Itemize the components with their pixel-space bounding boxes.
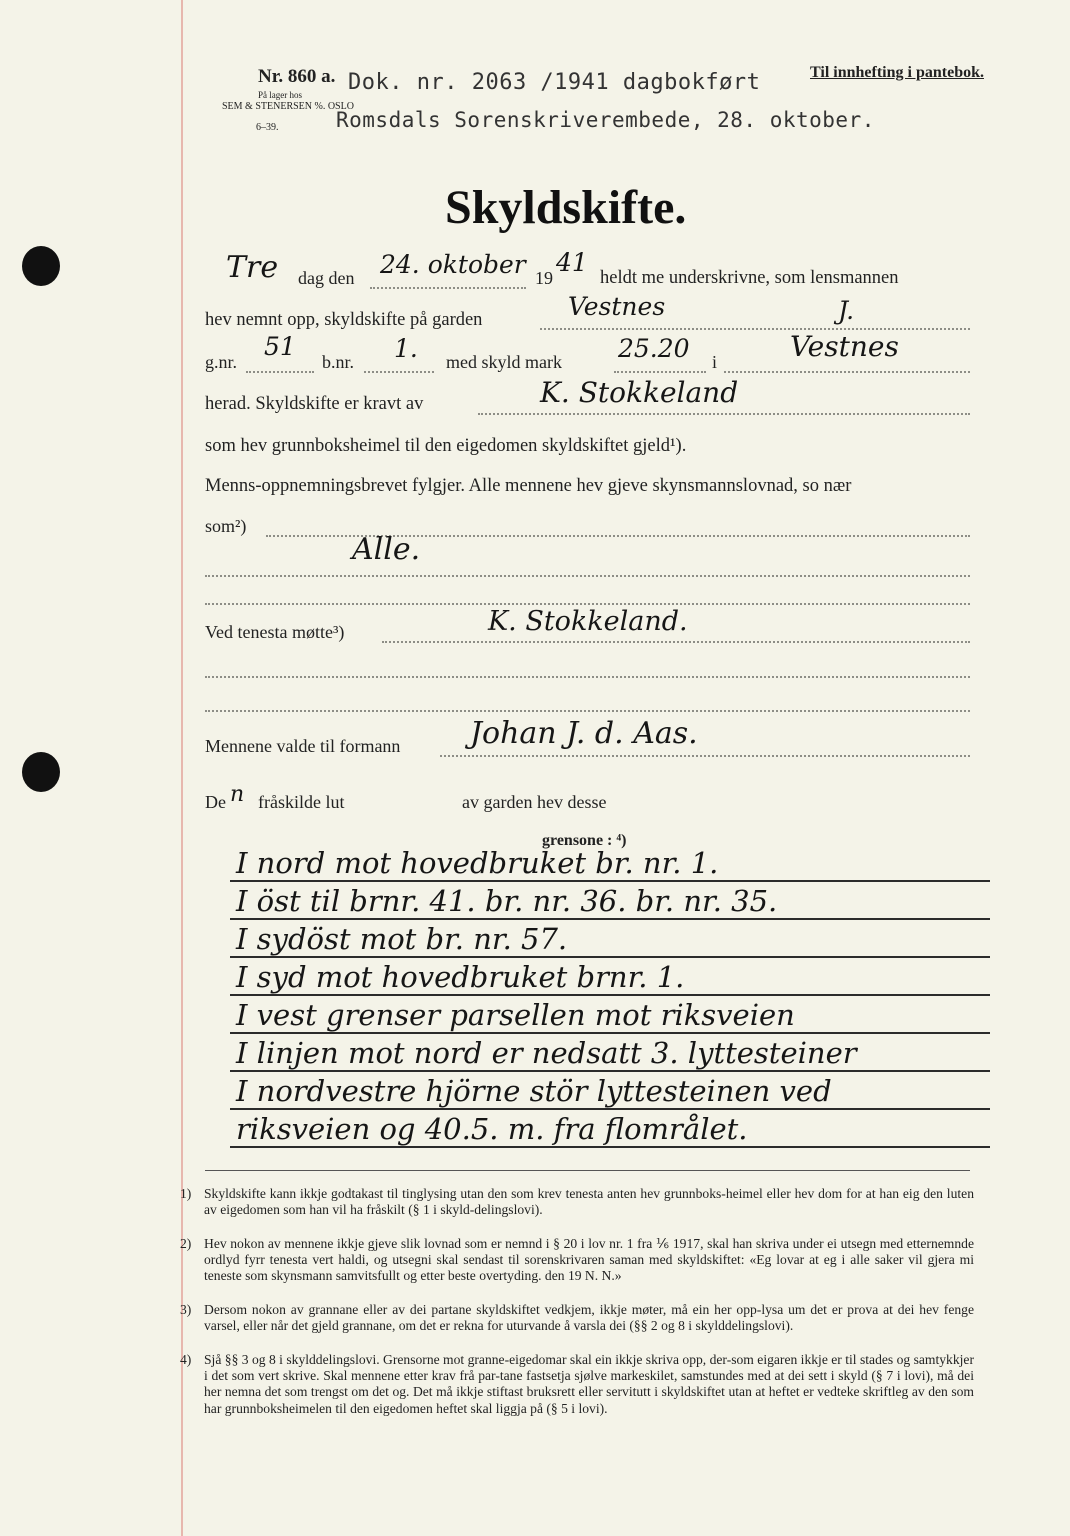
r8-dots-3 xyxy=(205,710,970,712)
footnote-4 xyxy=(180,1352,974,1417)
boundary-line-6: I linjen mot nord er nedsatt 3. lyttesteiner xyxy=(236,1036,857,1070)
r1-label-19: 19 xyxy=(535,268,553,288)
hand-herad: Vestnes xyxy=(790,330,899,363)
r3-dots-gnr xyxy=(246,371,314,373)
r9-dots xyxy=(440,755,970,757)
r8-dots xyxy=(382,641,970,643)
hand-gnr: 51 xyxy=(264,332,296,361)
r6-text: Menns-oppnemningsbrevet fylgjer. Alle mennene hev gjeve skynsmannslovnad, so nær xyxy=(205,476,852,496)
hand-den: n xyxy=(230,782,245,807)
r3-dots-herad xyxy=(724,371,970,373)
hand-formann: Johan J. d. Aas. xyxy=(470,716,698,751)
hand-alle: Alle. xyxy=(352,532,421,567)
hand-mark: J. xyxy=(838,296,855,325)
form-number: Nr. 860 a. xyxy=(258,66,336,87)
hand-mott: K. Stokkeland. xyxy=(488,606,688,637)
registry-stamp-line-2: Romsdals Sorenskriverembede, 28. oktober. xyxy=(336,108,875,132)
r10-label-garden: av garden hev desse xyxy=(462,792,607,812)
boundary-rule-3 xyxy=(230,956,990,958)
footnote-3 xyxy=(180,1302,974,1334)
footnote-2-text: Hev nokon av mennene ikkje gjeve slik lovnad som er nemnd i § 20 i lov nr. 1 fra ⅙ 1917, skal han skriva under ei utsegn med etternemnde ordlyd fyrr tenesta vert haldi, og utsegni skal sendast til sorenskrivaren saman med skyldskiftet: «Eg lovar at eg i alle saker vil gjera mi teneste som skynsmann samvitsfullt og etter beste overtyding. den 19 N. N.» xyxy=(204,1236,974,1284)
boundary-line-4: I syd mot hovedbruket brnr. 1. xyxy=(236,960,685,994)
footnote-1-text: Skyldskifte kann ikkje godtakast til tinglysing utan den som krev tenesta anten hev grunnboks-heimel eller hev dom for at han eig den luten av eigedomen som han vil ha fråskilt (§ 1 i skyld-delingslovi). xyxy=(204,1186,974,1218)
r7-dots-3 xyxy=(205,603,970,605)
r4-dots xyxy=(478,413,970,415)
footnote-3-mark: 3) xyxy=(180,1302,192,1317)
r5-text: som hev grunnboksheimel til den eigedomen skyldskiftet gjeld¹). xyxy=(205,436,687,456)
boundary-line-3: I sydöst mot br. nr. 57. xyxy=(236,922,568,956)
footnote-4-mark: 4) xyxy=(180,1352,192,1367)
boundary-line-5: I vest grenser parsellen mot riksveien xyxy=(236,998,795,1032)
footnote-1 xyxy=(180,1186,974,1218)
r8-dots-2 xyxy=(205,676,970,678)
hand-day: Tre xyxy=(226,250,279,285)
pantebok-note: Til innhefting i pantebok. xyxy=(810,64,984,81)
hand-farm: Vestnes xyxy=(568,292,666,321)
punch-hole-top xyxy=(22,246,60,286)
footnote-separator xyxy=(205,1170,970,1171)
hand-date: 24. oktober xyxy=(380,250,526,279)
boundary-line-2: I öst til brnr. 41. br. nr. 36. br. nr. 35. xyxy=(236,884,778,918)
r9-label: Mennene valde til formann xyxy=(205,736,401,756)
boundary-rule-4 xyxy=(230,994,990,996)
boundary-line-7: I nordvestre hjörne stör lyttesteinen ved xyxy=(236,1074,832,1108)
r1-label-dag: dag den xyxy=(298,268,355,288)
r3-label-skyld: med skyld mark xyxy=(446,352,562,372)
hand-year: 41 xyxy=(556,248,588,277)
boundary-rule-6 xyxy=(230,1070,990,1072)
footnote-1-mark: 1) xyxy=(180,1186,192,1201)
hand-skyld: 25.20 xyxy=(618,334,690,363)
boundary-line-1: I nord mot hovedbruket br. nr. 1. xyxy=(236,846,719,880)
footnote-2-mark: 2) xyxy=(180,1236,192,1251)
r4-label: herad. Skyldskifte er kravt av xyxy=(205,394,424,414)
r10-label-lut: fråskilde lut xyxy=(258,792,345,812)
r1-label-rest: heldt me underskrivne, som lensmannen xyxy=(600,268,899,288)
boundary-rule-8 xyxy=(230,1146,990,1148)
r3-label-bnr: b.nr. xyxy=(322,352,355,372)
page-title: Skyldskifte. xyxy=(445,181,687,234)
boundary-rule-1 xyxy=(230,880,990,882)
hand-bnr: 1. xyxy=(394,334,418,363)
r7-dots-2 xyxy=(205,575,970,577)
r7-label: som²) xyxy=(205,516,247,536)
r3-label-gnr: g.nr. xyxy=(205,352,238,372)
boundary-rule-7 xyxy=(230,1108,990,1110)
r3-dots-skyld xyxy=(614,371,706,373)
publisher-line-2: SEM & STENERSEN %. OSLO xyxy=(222,101,354,112)
publisher-line-3: 6–39. xyxy=(256,122,279,133)
boundary-rule-2 xyxy=(230,918,990,920)
publisher-line-1: På lager hos xyxy=(258,90,302,100)
registry-stamp-line-1: Dok. nr. 2063 /1941 dagbokført xyxy=(348,70,761,95)
footnote-4-text: Sjå §§ 3 og 8 i skylddelingslovi. Grensorne mot granne-eigedomar skal ein ikkje skriva opp, der-som eigaren ikkje er til stades og samtykkjer i det som vert skrive. Skal mennene etter krav frå par-tane fastsetja sjølve markeskilet, samstundes med at dei sett i skyld (§ 7 i lovi), må dei her nemna det som trengst om det og. Det må ikkje stiftast bruksrett eller servitutt i skyldskiftet utan at heftet er vedteke skriftleg av den som har grunnboksheimelen til den eigedomen heftet skal liggja på (§ 5 i lovi). xyxy=(204,1352,974,1416)
footnote-2 xyxy=(180,1236,974,1285)
r1-dots-date xyxy=(370,287,526,289)
footnote-3-text: Dersom nokon av grannane eller av dei partane skyldskiftet vedkjem, ikkje møter, må ein her opp-lysa um det er prova at dei hev fenge varsel, eller når det gjeld grannane, om det er rekna for uturvande å varsla dei (§§ 2 og 8 i skylddelingslovi). xyxy=(204,1302,974,1334)
r3-dots-bnr xyxy=(364,371,434,373)
r3-label-i: i xyxy=(712,352,718,372)
hand-krever: K. Stokkeland xyxy=(540,376,739,409)
grensone-heading: grensone : ⁴) xyxy=(542,832,627,849)
r2-dots xyxy=(540,328,970,330)
punch-hole-bottom xyxy=(22,752,60,792)
r10-label-de: De xyxy=(205,792,226,812)
boundary-rule-5 xyxy=(230,1032,990,1034)
r2-label: hev nemnt opp, skyldskifte på garden xyxy=(205,310,483,330)
r8-label: Ved tenesta møtte³) xyxy=(205,622,345,642)
boundary-line-8: riksveien og 40.5. m. fra flområlet. xyxy=(236,1112,748,1146)
